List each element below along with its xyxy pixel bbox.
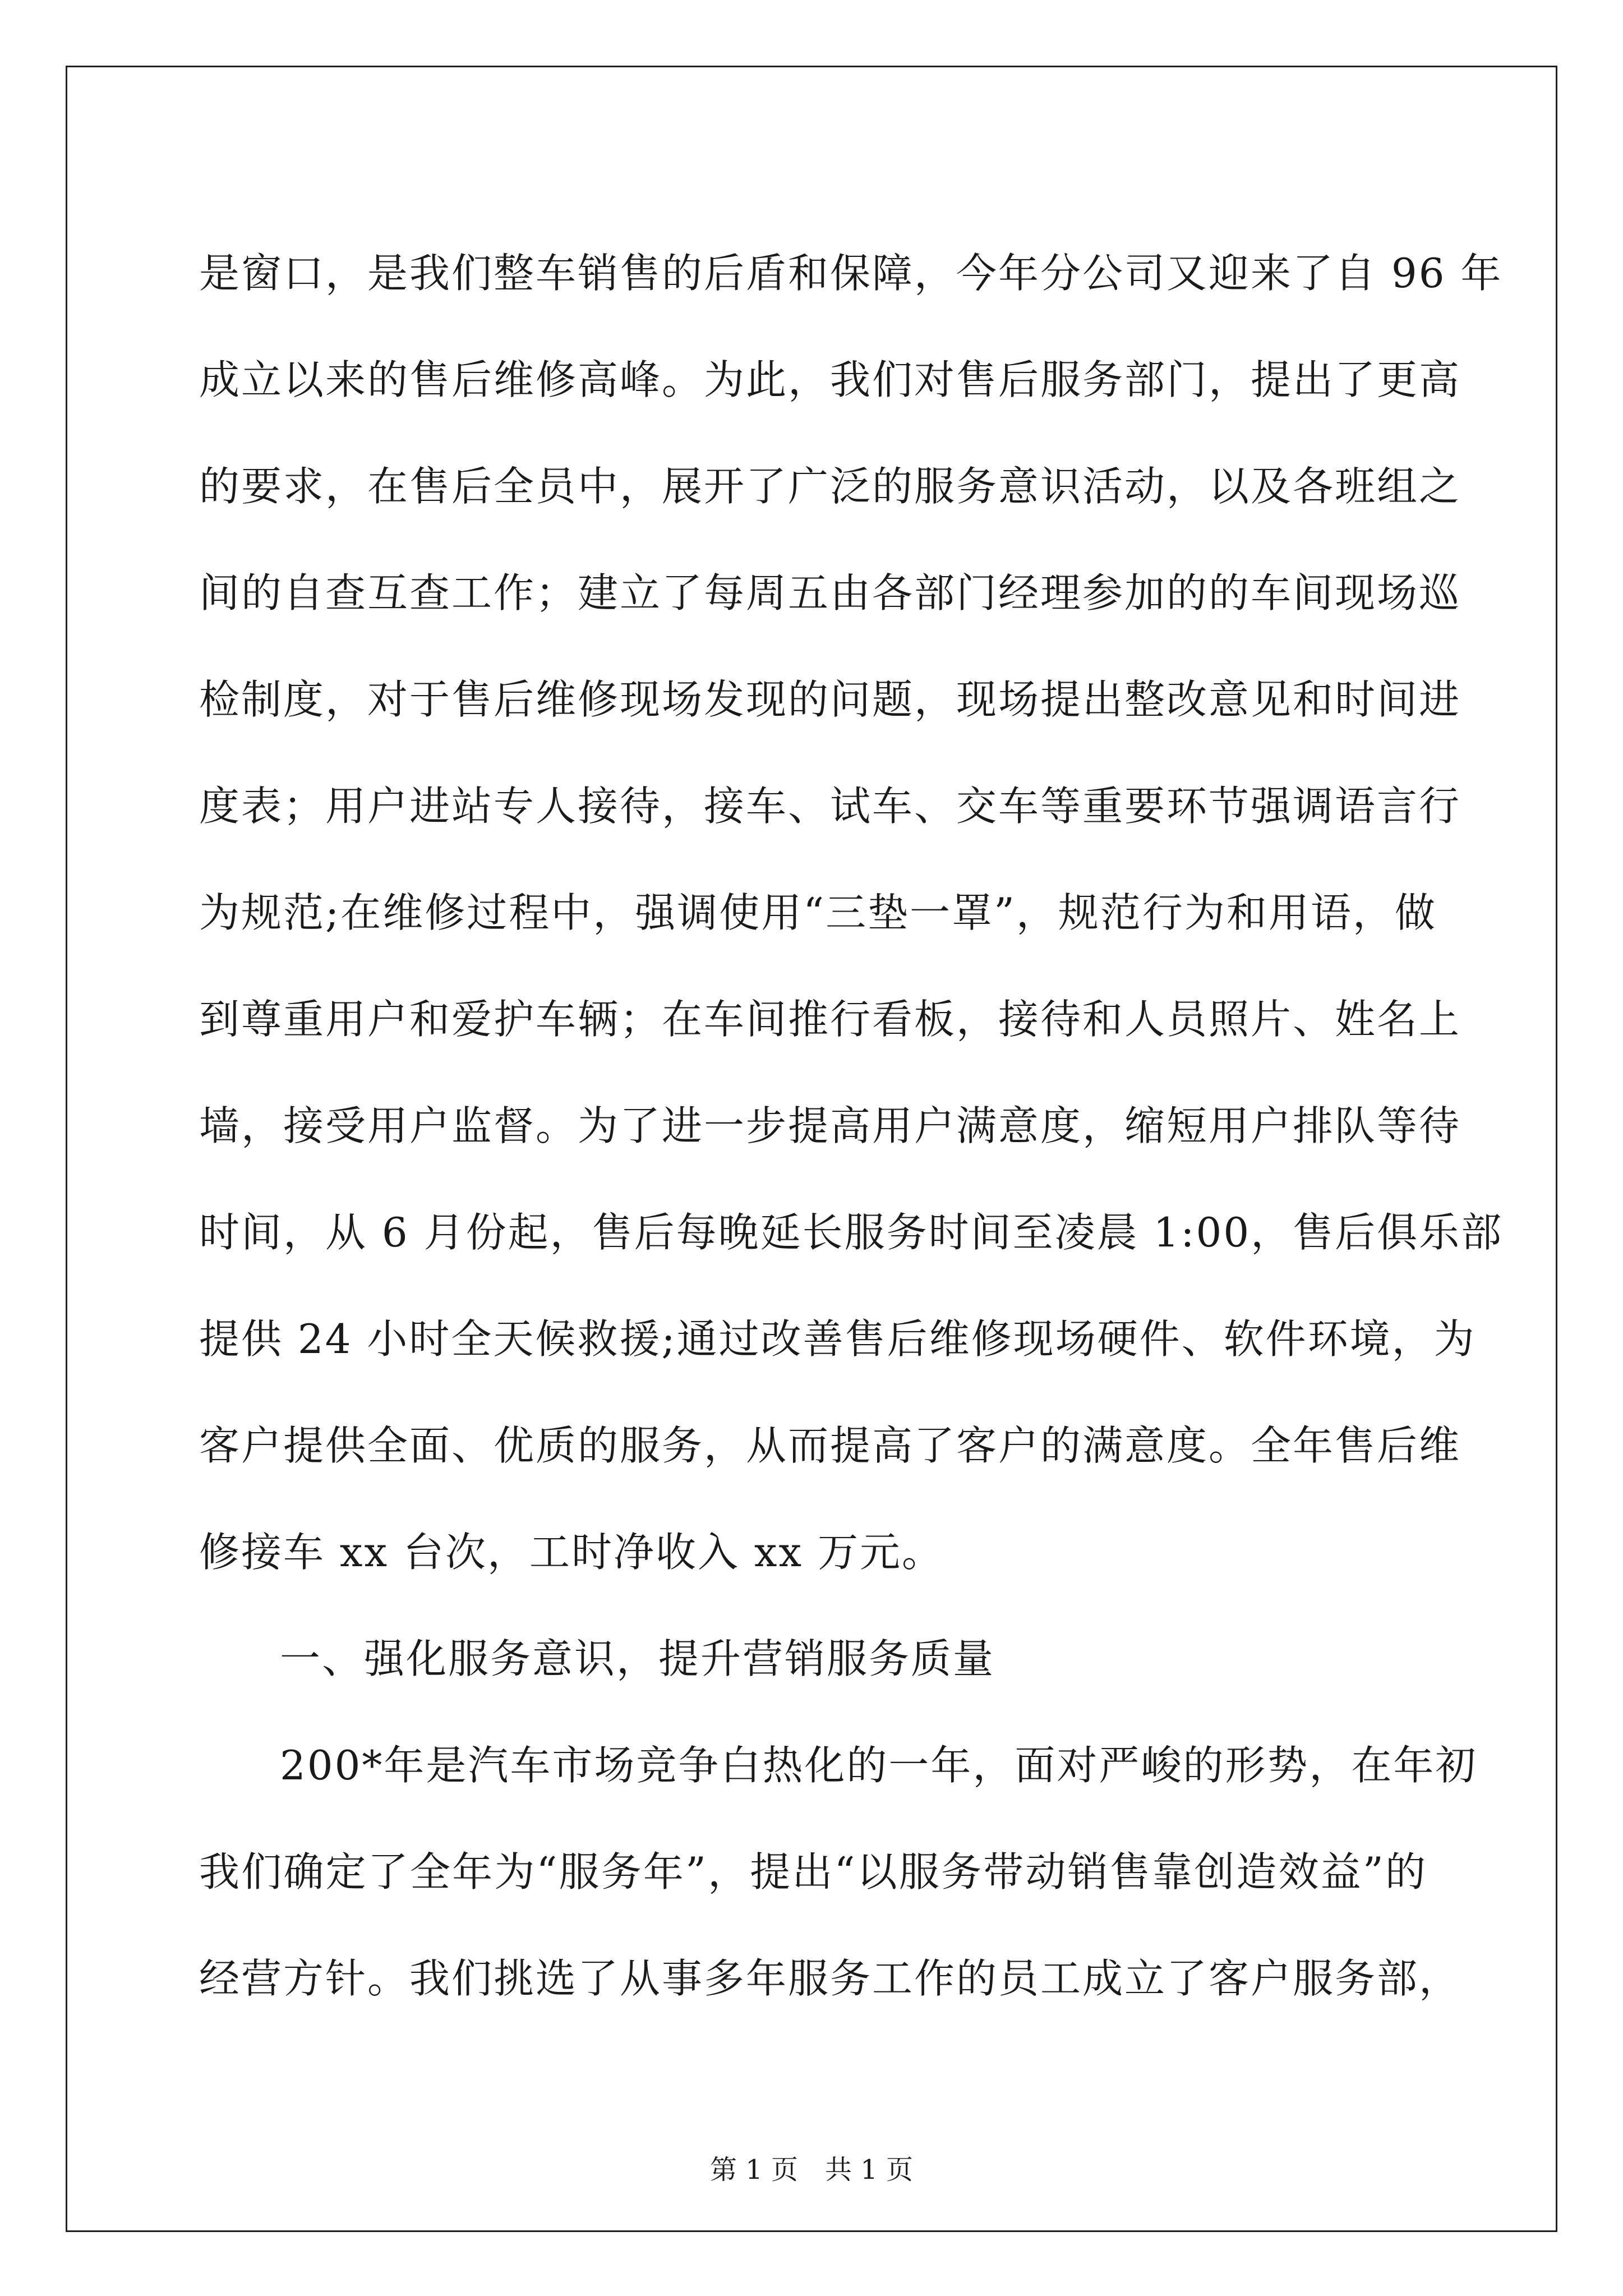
text-line: 提供 24 小时全天候救援;通过改善售后维修现场硬件、软件环境，为 [199,1315,1476,1363]
text-line: 为规范;在维修过程中，强调使用“三垫一罩”，规范行为和用语，做 [199,889,1437,936]
text-line: 经营方针。我们挑选了从事多年服务工作的员工成立了客户服务部， [199,1955,1461,2002]
text-line: 是窗口，是我们整车销售的后盾和保障，今年分公司又迎来了自 96 年 [199,250,1503,297]
text-line: 200*年是汽车市场竞争白热化的一年，面对严峻的形势，在年初 [280,1742,1478,1789]
text-line: 客户提供全面、优质的服务，从而提高了客户的满意度。全年售后维 [199,1422,1461,1469]
text-line: 时间，从 6 月份起，售后每晚延长服务时间至凌晨 1:00，售后俱乐部 [199,1209,1504,1256]
text-line: 检制度，对于售后维修现场发现的问题，现场提出整改意见和时间进 [199,676,1461,723]
text-line: 我们确定了全年为“服务年”，提出“以服务带动销售靠创造效益”的 [199,1848,1427,1895]
text-line: 间的自查互查工作；建立了每周五由各部门经理参加的的车间现场巡 [199,569,1461,616]
text-line: 墙，接受用户监督。为了进一步提高用户满意度，缩短用户排队等待 [199,1102,1461,1149]
text-line: 的要求，在售后全员中，展开了广泛的服务意识活动，以及各班组之 [199,463,1461,510]
text-line: 修接车 xx 台次，工时净收入 xx 万元。 [199,1529,944,1576]
paragraph-2 [199,1712,1478,2032]
page-number-footer: 第 1 页 共 1 页 [709,2154,914,2185]
text-line: 成立以来的售后维修高峰。为此，我们对售后服务部门，提出了更高 [199,356,1461,403]
text-line: 到尊重用户和爱护车辆；在车间推行看板，接待和人员照片、姓名上 [199,996,1461,1043]
text-line: 度表；用户进站专人接待，接车、试车、交车等重要环节强调语言行 [199,783,1461,830]
paragraph-1 [199,220,1504,1605]
document-body [199,220,1504,2032]
section-heading: 一、强化服务意识，提升营销服务质量 [280,1635,995,1682]
